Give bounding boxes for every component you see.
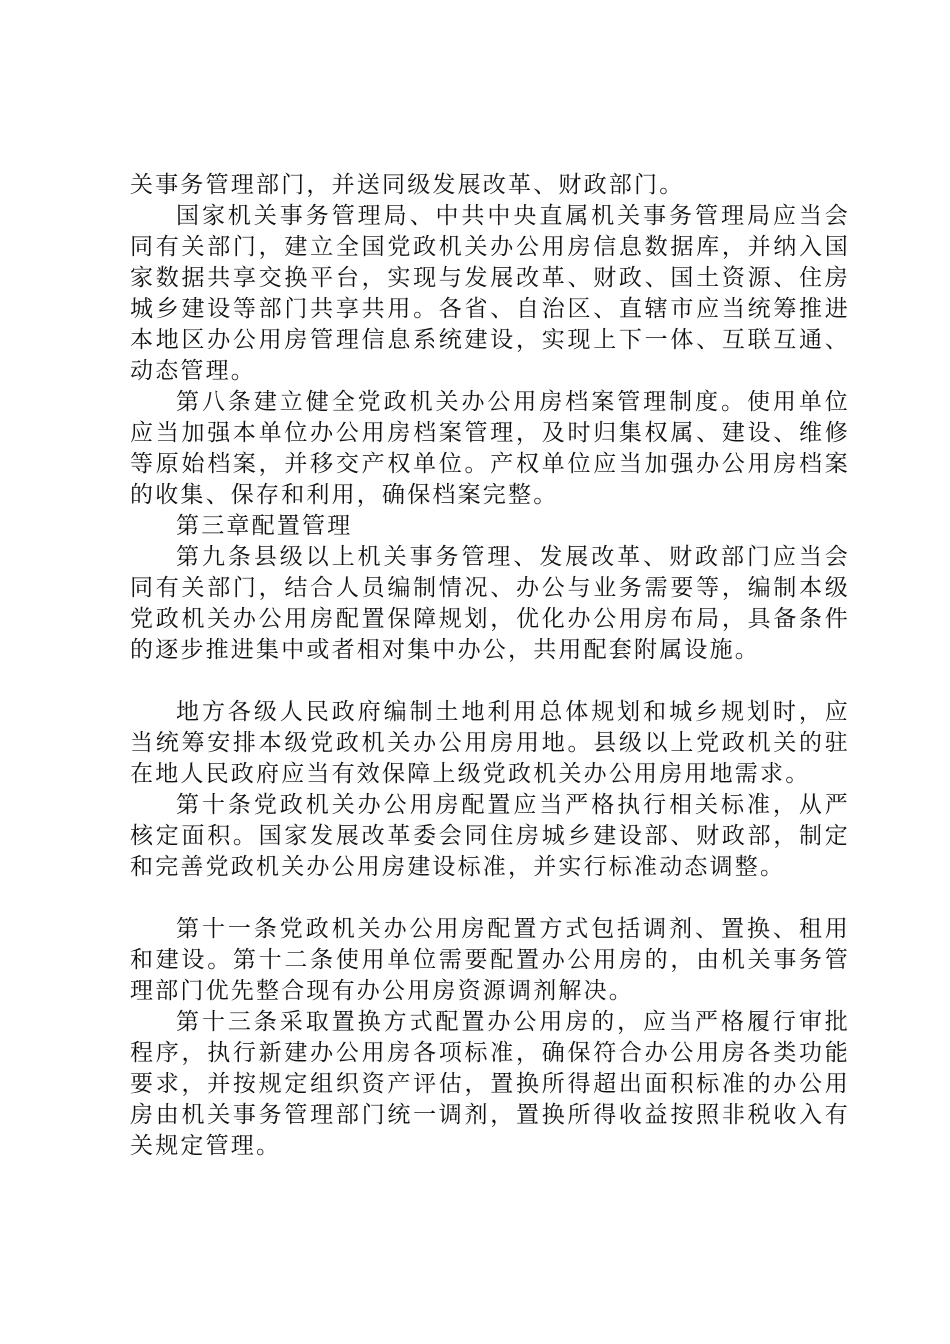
document-body bbox=[130, 170, 850, 1162]
paragraph-article-11-12: 第十一条党政机关办公用房配置方式包括调剂、置换、租用和建设。第十二条使用单位需要配置办公用房的，由机关事务管理部门优先整合现有办公用房资源调剂解决。 bbox=[130, 916, 850, 1004]
paragraph-info-database: 国家机关事务管理局、中共中央直属机关事务管理局应当会同有关部门，建立全国党政机关办公用房信息数据库，并纳入国家数据共享交换平台，实现与发展改革、财政、国土资源、住房城乡建设等部门共享共用。各省、自治区、直辖市应当统筹推进本地区办公用房管理信息系统建设，实现上下一体、互联互通、动态管理。 bbox=[130, 203, 850, 384]
paragraph-article-10: 第十条党政机关办公用房配置应当严格执行相关标准，从严核定面积。国家发展改革委会同住房城乡建设部、财政部，制定和完善党政机关办公用房建设标准，并实行标准动态调整。 bbox=[130, 792, 850, 880]
paragraph-continuation: 关事务管理部门，并送同级发展改革、财政部门。 bbox=[130, 172, 685, 198]
paragraph-land-planning: 地方各级人民政府编制土地利用总体规划和城乡规划时，应当统筹安排本级党政机关办公用房用地。县级以上党政机关的驻在地人民政府应当有效保障上级党政机关办公用房用地需求。 bbox=[130, 699, 850, 787]
paragraph-article-8: 第八条建立健全党政机关办公用房档案管理制度。使用单位应当加强本单位办公用房档案管理，及时归集权属、建设、维修等原始档案，并移交产权单位。产权单位应当加强办公用房档案的收集、保存和利用，确保档案完整。 bbox=[130, 389, 850, 508]
paragraph-article-13: 第十三条采取置换方式配置办公用房的，应当严格履行审批程序，执行新建办公用房各项标准，确保符合办公用房各类功能要求，并按规定组织资产评估，置换所得超出面积标准的办公用房由机关事务管理部门统一调剂，置换所得收益按照非税收入有关规定管理。 bbox=[130, 1009, 850, 1159]
chapter-heading: 第三章配置管理 bbox=[176, 513, 353, 539]
paragraph-article-9: 第九条县级以上机关事务管理、发展改革、财政部门应当会同有关部门，结合人员编制情况、办公与业务需要等，编制本级党政机关办公用房配置保障规划，优化办公用房布局，具备条件的逐步推进集中或者相对集中办公，共用配套附属设施。 bbox=[130, 544, 850, 663]
